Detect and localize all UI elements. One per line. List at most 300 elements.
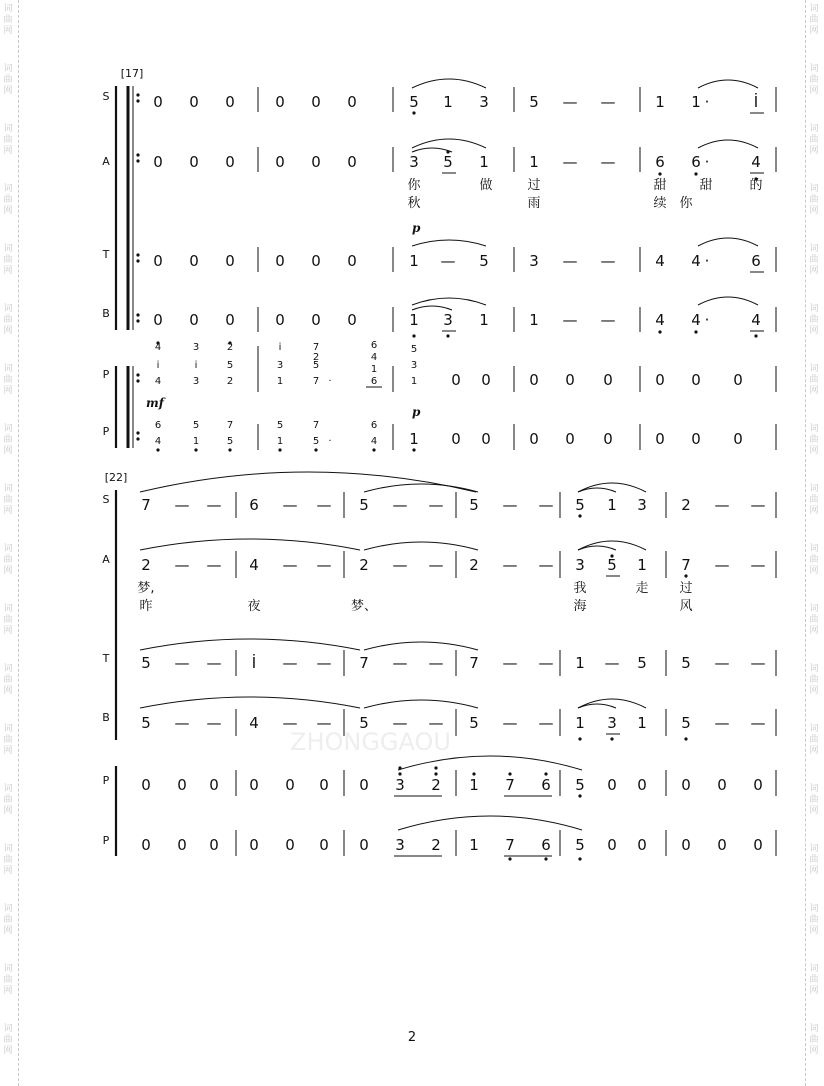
note: — — [282, 496, 298, 514]
note: 3 — [409, 153, 419, 171]
watermark-mark: 词 曲 网 — [3, 1024, 13, 1056]
note: 0 — [275, 252, 285, 270]
note: 1 — [469, 776, 479, 794]
note: 2 — [431, 836, 441, 854]
slur — [698, 80, 758, 88]
repeat-dot — [136, 259, 139, 262]
watermark-mark: 词 曲 网 — [809, 544, 819, 576]
note: 0 — [603, 371, 613, 389]
note: 5 — [681, 654, 691, 672]
watermark-mark: 词 曲 网 — [809, 484, 819, 516]
note: 2 — [469, 556, 479, 574]
slur — [698, 297, 758, 305]
note: 1 — [479, 153, 489, 171]
note: 0 — [637, 836, 647, 854]
watermark-mark: 词 曲 网 — [3, 964, 13, 996]
slur — [698, 238, 758, 246]
octave-dot — [684, 574, 687, 577]
note: · — [704, 252, 710, 270]
note: — — [502, 654, 518, 672]
note: 2 — [681, 496, 691, 514]
note: 1 — [575, 654, 585, 672]
note: 0 — [451, 371, 461, 389]
watermark-mark: 词 曲 网 — [809, 364, 819, 396]
note: İ — [753, 93, 759, 111]
repeat-dot — [136, 313, 139, 316]
note: — — [392, 556, 408, 574]
note: — — [206, 714, 222, 732]
chord-note: 2 — [226, 376, 234, 387]
note: 4 — [249, 714, 259, 732]
note: 0 — [607, 776, 617, 794]
octave-dot — [412, 111, 415, 114]
note: 0 — [225, 311, 235, 329]
note: 5 — [409, 93, 419, 111]
watermark-mark: 词 曲 网 — [809, 724, 819, 756]
note: 0 — [691, 430, 701, 448]
note: 0 — [153, 252, 163, 270]
note: 0 — [681, 836, 691, 854]
watermark-mark: 词 曲 网 — [809, 964, 819, 996]
watermark-mark: 词 曲 网 — [809, 664, 819, 696]
note: 0 — [311, 311, 321, 329]
note: 5 — [607, 556, 617, 574]
slur — [364, 542, 478, 550]
note: 5 — [469, 714, 479, 732]
part-label-s: S — [102, 493, 110, 506]
octave-dot — [578, 737, 581, 740]
part-label-p: P — [102, 425, 110, 438]
note: — — [714, 714, 730, 732]
chord-note: 5 — [276, 420, 284, 431]
note: 1 — [637, 556, 647, 574]
note: 5 — [479, 252, 489, 270]
note: 0 — [177, 836, 187, 854]
note: 5 — [359, 496, 369, 514]
lyric: 风 — [679, 599, 693, 614]
part-label-b: B — [102, 307, 110, 320]
note: — — [282, 556, 298, 574]
note: 4 — [249, 556, 259, 574]
chord-note: 4 — [370, 436, 378, 447]
chord-note: 1 — [370, 364, 378, 375]
chord-note: 6 — [370, 340, 378, 351]
note: 7 — [681, 556, 691, 574]
octave-dot — [694, 172, 697, 175]
note: — — [206, 496, 222, 514]
note: 7 — [505, 836, 515, 854]
slur — [140, 639, 360, 650]
chord-note: 3 — [192, 342, 200, 353]
note: 0 — [529, 430, 539, 448]
note: 5 — [141, 654, 151, 672]
note: 5 — [637, 654, 647, 672]
note: 5 — [575, 496, 585, 514]
chord-note: 3 — [276, 360, 284, 371]
note: 7 — [359, 654, 369, 672]
lyric: 做 — [479, 178, 493, 193]
octave-dot — [412, 448, 415, 451]
dynamic-mark: p — [412, 405, 421, 419]
note: 2 — [431, 776, 441, 794]
note: — — [282, 654, 298, 672]
chord-note: 7 — [312, 342, 320, 353]
note: 0 — [565, 430, 575, 448]
note: 6 — [249, 496, 259, 514]
note: · — [328, 376, 332, 387]
chord-note: 7 — [312, 420, 320, 431]
note: 1 — [409, 252, 419, 270]
note: 0 — [319, 776, 329, 794]
note: 1 — [607, 496, 617, 514]
watermark-mark: 词 曲 网 — [809, 844, 819, 876]
note: 0 — [451, 430, 461, 448]
lyric: 梦、 — [350, 599, 378, 614]
octave-dot — [398, 766, 401, 769]
note: 3 — [443, 311, 453, 329]
octave-dot — [372, 448, 375, 451]
note: 0 — [733, 430, 743, 448]
chord-note: 2 — [226, 342, 234, 353]
octave-dot — [694, 330, 697, 333]
watermark-mark: 词 曲 网 — [809, 604, 819, 636]
note: — — [600, 311, 616, 329]
note: 0 — [311, 93, 321, 111]
dynamic-mark: p — [412, 221, 421, 235]
part-label-t: T — [102, 652, 110, 665]
note: — — [174, 714, 190, 732]
watermark-mark: 词 曲 网 — [3, 484, 13, 516]
watermark-mark: 词 曲 网 — [809, 304, 819, 336]
note: 6 — [541, 836, 551, 854]
note: — — [714, 654, 730, 672]
note: 0 — [637, 776, 647, 794]
note: — — [206, 654, 222, 672]
chord-note: 3 — [410, 360, 418, 371]
note: 5 — [141, 714, 151, 732]
lyric: 过 — [527, 178, 541, 193]
slur — [364, 484, 478, 492]
slur — [412, 306, 452, 310]
slur — [578, 488, 616, 492]
watermark-mark: 词 曲 网 — [3, 244, 13, 276]
octave-dot — [544, 857, 547, 860]
note: · — [704, 311, 710, 329]
note: 0 — [275, 153, 285, 171]
chord-note: 4 — [154, 376, 162, 387]
note: 1 — [575, 714, 585, 732]
chord-note: 6 — [370, 376, 378, 387]
note: 4 — [691, 311, 701, 329]
note: 1 — [529, 153, 539, 171]
slur — [398, 816, 582, 830]
note: 6 — [541, 776, 551, 794]
note: — — [428, 654, 444, 672]
note: 5 — [469, 496, 479, 514]
note: 0 — [717, 776, 727, 794]
note: 3 — [607, 714, 617, 732]
note: İ — [251, 654, 257, 672]
watermark-mark: 词 曲 网 — [809, 64, 819, 96]
note: — — [538, 556, 554, 574]
note: 0 — [565, 371, 575, 389]
page-number: 2 — [407, 1030, 417, 1045]
note: — — [562, 311, 578, 329]
note: 0 — [655, 371, 665, 389]
note: 0 — [285, 836, 295, 854]
slur — [140, 539, 360, 550]
note: — — [282, 714, 298, 732]
part-label-p: P — [102, 774, 110, 787]
note: — — [750, 714, 766, 732]
note: 5 — [575, 776, 585, 794]
lyric: 甜 — [653, 178, 667, 193]
slur — [578, 704, 616, 708]
note: 0 — [209, 776, 219, 794]
slur — [412, 79, 486, 88]
chord-note: 4 — [154, 436, 162, 447]
note: — — [316, 556, 332, 574]
slur — [364, 642, 478, 650]
note: — — [174, 654, 190, 672]
note: — — [428, 714, 444, 732]
chord-note: 5 — [226, 436, 234, 447]
note: 0 — [481, 371, 491, 389]
note: — — [392, 714, 408, 732]
lyric: 你 — [679, 196, 693, 211]
note: 6 — [655, 153, 665, 171]
chord-note: 3 — [192, 376, 200, 387]
note: 3 — [395, 836, 405, 854]
note: — — [502, 496, 518, 514]
note: 0 — [529, 371, 539, 389]
watermark-mark: 词 曲 网 — [3, 424, 13, 456]
watermark-mark: 词 曲 网 — [3, 304, 13, 336]
measure-number: [17] — [120, 67, 144, 80]
octave-dot — [610, 737, 613, 740]
part-label-p: P — [102, 834, 110, 847]
note: 0 — [249, 776, 259, 794]
note: — — [600, 153, 616, 171]
note: — — [750, 496, 766, 514]
note: 3 — [395, 776, 405, 794]
note: 0 — [655, 430, 665, 448]
note: 2 — [359, 556, 369, 574]
part-label-a: A — [102, 553, 110, 566]
octave-dot — [228, 448, 231, 451]
note: 2 — [141, 556, 151, 574]
watermark-mark: 词 曲 网 — [809, 1024, 819, 1056]
note: 7 — [469, 654, 479, 672]
note: 6 — [751, 252, 761, 270]
slur — [398, 756, 582, 770]
lyric: 梦, — [137, 581, 155, 596]
note: 1 — [691, 93, 701, 111]
repeat-dot — [136, 93, 139, 96]
note: — — [600, 252, 616, 270]
slur — [412, 240, 486, 246]
note: 0 — [753, 836, 763, 854]
lyric: 的 — [749, 178, 763, 193]
chord-note: 5 — [312, 360, 320, 371]
part-label-b: B — [102, 711, 110, 724]
slur — [364, 700, 478, 708]
note: — — [428, 556, 444, 574]
note: — — [316, 496, 332, 514]
repeat-dot — [136, 99, 139, 102]
octave-dot — [446, 334, 449, 337]
note: — — [428, 496, 444, 514]
note: 0 — [225, 153, 235, 171]
note: 4 — [691, 252, 701, 270]
note: 1 — [443, 93, 453, 111]
octave-dot — [434, 766, 437, 769]
note: 3 — [575, 556, 585, 574]
chord-note: 6 — [370, 420, 378, 431]
note: 1 — [637, 714, 647, 732]
note: — — [750, 654, 766, 672]
note: — — [502, 714, 518, 732]
note: 0 — [153, 311, 163, 329]
watermark-mark: 词 曲 网 — [809, 784, 819, 816]
note: 0 — [359, 836, 369, 854]
chord-note: 1 — [192, 436, 200, 447]
note: 0 — [691, 371, 701, 389]
repeat-dot — [136, 431, 139, 434]
lyric: 过 — [679, 581, 693, 596]
note: 0 — [603, 430, 613, 448]
watermark-mark: 词 曲 网 — [809, 4, 819, 36]
watermark-mark: 词 曲 网 — [3, 904, 13, 936]
part-label-a: A — [102, 155, 110, 168]
chord-note: 7 — [312, 376, 320, 387]
octave-dot — [684, 737, 687, 740]
note: · — [328, 436, 332, 447]
note: 0 — [311, 153, 321, 171]
note: — — [562, 153, 578, 171]
lyric: 我 — [573, 581, 587, 596]
note: 1 — [469, 836, 479, 854]
note: 0 — [347, 311, 357, 329]
note: — — [600, 93, 616, 111]
note: 0 — [141, 776, 151, 794]
note: 1 — [409, 311, 419, 329]
note: 0 — [141, 836, 151, 854]
note: — — [316, 654, 332, 672]
slur — [412, 148, 452, 152]
note: 0 — [733, 371, 743, 389]
part-label-p: P — [102, 368, 110, 381]
note: 5 — [443, 153, 453, 171]
octave-dot — [156, 448, 159, 451]
slur — [412, 298, 486, 305]
watermark-mark: 词 曲 网 — [809, 184, 819, 216]
note: — — [604, 654, 620, 672]
note: — — [538, 654, 554, 672]
note: — — [538, 714, 554, 732]
repeat-dot — [136, 319, 139, 322]
note: — — [714, 496, 730, 514]
slur — [578, 546, 616, 550]
watermark-mark: 词 曲 网 — [809, 244, 819, 276]
note: 0 — [347, 153, 357, 171]
measure-number: [22] — [104, 471, 128, 484]
note: 0 — [347, 252, 357, 270]
note: 0 — [225, 252, 235, 270]
note: — — [750, 556, 766, 574]
note: 0 — [189, 252, 199, 270]
note: 0 — [285, 776, 295, 794]
note: 0 — [153, 153, 163, 171]
watermark-mark: 词 曲 网 — [3, 604, 13, 636]
note: 0 — [189, 93, 199, 111]
chord-note: 4 — [154, 342, 162, 353]
slur — [140, 472, 476, 492]
slur — [140, 697, 360, 708]
repeat-dot — [136, 437, 139, 440]
note: 0 — [717, 836, 727, 854]
octave-dot — [194, 448, 197, 451]
note: 5 — [681, 714, 691, 732]
lyric: 雨 — [527, 196, 541, 211]
note: 4 — [655, 311, 665, 329]
repeat-dot — [136, 153, 139, 156]
note: 0 — [607, 836, 617, 854]
note: 0 — [681, 776, 691, 794]
octave-dot — [314, 448, 317, 451]
note: — — [206, 556, 222, 574]
note: 4 — [751, 153, 761, 171]
octave-dot — [578, 857, 581, 860]
repeat-dot — [136, 253, 139, 256]
lyric: 海 — [573, 599, 587, 614]
chord-note: 2 — [312, 352, 320, 363]
note: 3 — [637, 496, 647, 514]
part-label-s: S — [102, 90, 110, 103]
note: — — [538, 496, 554, 514]
chord-note: 4 — [370, 352, 378, 363]
watermark-mark: 词 曲 网 — [3, 124, 13, 156]
note: · — [704, 153, 710, 171]
note: 5 — [575, 836, 585, 854]
note: 0 — [275, 93, 285, 111]
watermark-mark: 词 曲 网 — [3, 364, 13, 396]
note: 0 — [249, 836, 259, 854]
chord-note: 1 — [410, 376, 418, 387]
octave-dot — [658, 172, 661, 175]
note: 7 — [141, 496, 151, 514]
note: 1 — [409, 430, 419, 448]
octave-dot — [578, 794, 581, 797]
note: 0 — [347, 93, 357, 111]
watermark-mark: 词 曲 网 — [3, 784, 13, 816]
note: — — [714, 556, 730, 574]
note: 0 — [319, 836, 329, 854]
slur — [698, 140, 758, 148]
note: 0 — [275, 311, 285, 329]
note: 5 — [529, 93, 539, 111]
note: 6 — [691, 153, 701, 171]
center-watermark: ZHONGGAOU — [290, 728, 451, 756]
octave-dot — [754, 334, 757, 337]
chord-note: 5 — [410, 344, 418, 355]
chord-note: 5 — [192, 420, 200, 431]
chord-note: i — [278, 342, 282, 353]
watermark-mark: 词 曲 网 — [3, 844, 13, 876]
lyric: 夜 — [247, 599, 261, 614]
watermark-mark: 词 曲 网 — [3, 544, 13, 576]
note: — — [562, 252, 578, 270]
